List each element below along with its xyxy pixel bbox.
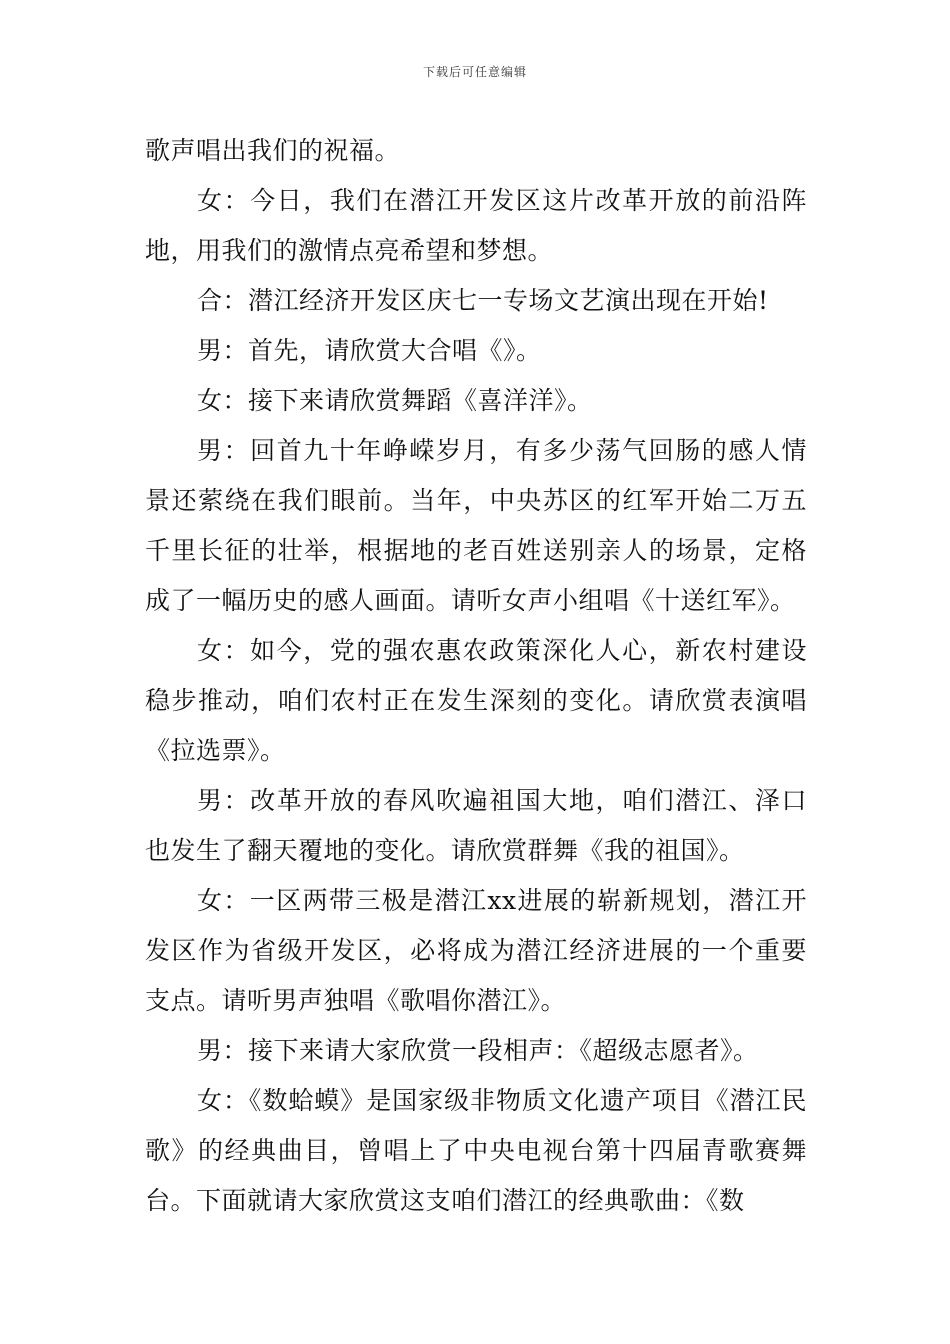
document-body [145, 126, 807, 1226]
paragraph-8: 男：改革开放的春风吹遍祖国大地，咱们潜江、泽口也发生了翻天覆地的变化。请欣赏群舞《我的祖国》。 [145, 786, 807, 865]
paragraph-2: 女：今日，我们在潜江开发区这片改革开放的前沿阵地，用我们的激情点亮希望和梦想。 [145, 186, 807, 265]
paragraph-6: 男：回首九十年峥嵘岁月，有多少荡气回肠的感人情景还萦绕在我们眼前。当年，中央苏区的红军开始二万五千里长征的壮举，根据地的老百姓送别亲人的场景，定格成了一幅历史的感人画面。请听女声小组唱《十送红军》。 [145, 436, 807, 615]
paragraph-9: 女：一区两带三极是潜江xx进展的崭新规划，潜江开发区作为省级开发区，必将成为潜江经济进展的一个重要支点。请听男声独唱《歌唱你潜江》。 [145, 886, 807, 1015]
paragraph-4: 男：首先，请欣赏大合唱《》。 [197, 336, 542, 365]
paragraph-5: 女：接下来请欣赏舞蹈《喜洋洋》。 [197, 386, 593, 415]
paragraph-1: 歌声唱出我们的祝福。 [145, 136, 401, 165]
page-header: 下载后可任意编辑 [422, 65, 527, 79]
paragraph-11: 女：《数蛤蟆》是国家级非物质文化遗产项目《潜江民歌》的经典曲目，曾唱上了中央电视台第十四届青歌赛舞台。下面就请大家欣赏这支咱们潜江的经典歌曲：《数 [145, 1086, 807, 1215]
paragraph-7: 女：如今，党的强农惠农政策深化人心，新农村建设稳步推动，咱们农村正在发生深刻的变化。请欣赏表演唱《拉选票》。 [145, 636, 807, 765]
paragraph-3: 合：潜江经济开发区庆七一专场文艺演出现在开始! [197, 286, 769, 315]
paragraph-10: 男：接下来请大家欣赏一段相声：《超级志愿者》。 [197, 1036, 759, 1065]
